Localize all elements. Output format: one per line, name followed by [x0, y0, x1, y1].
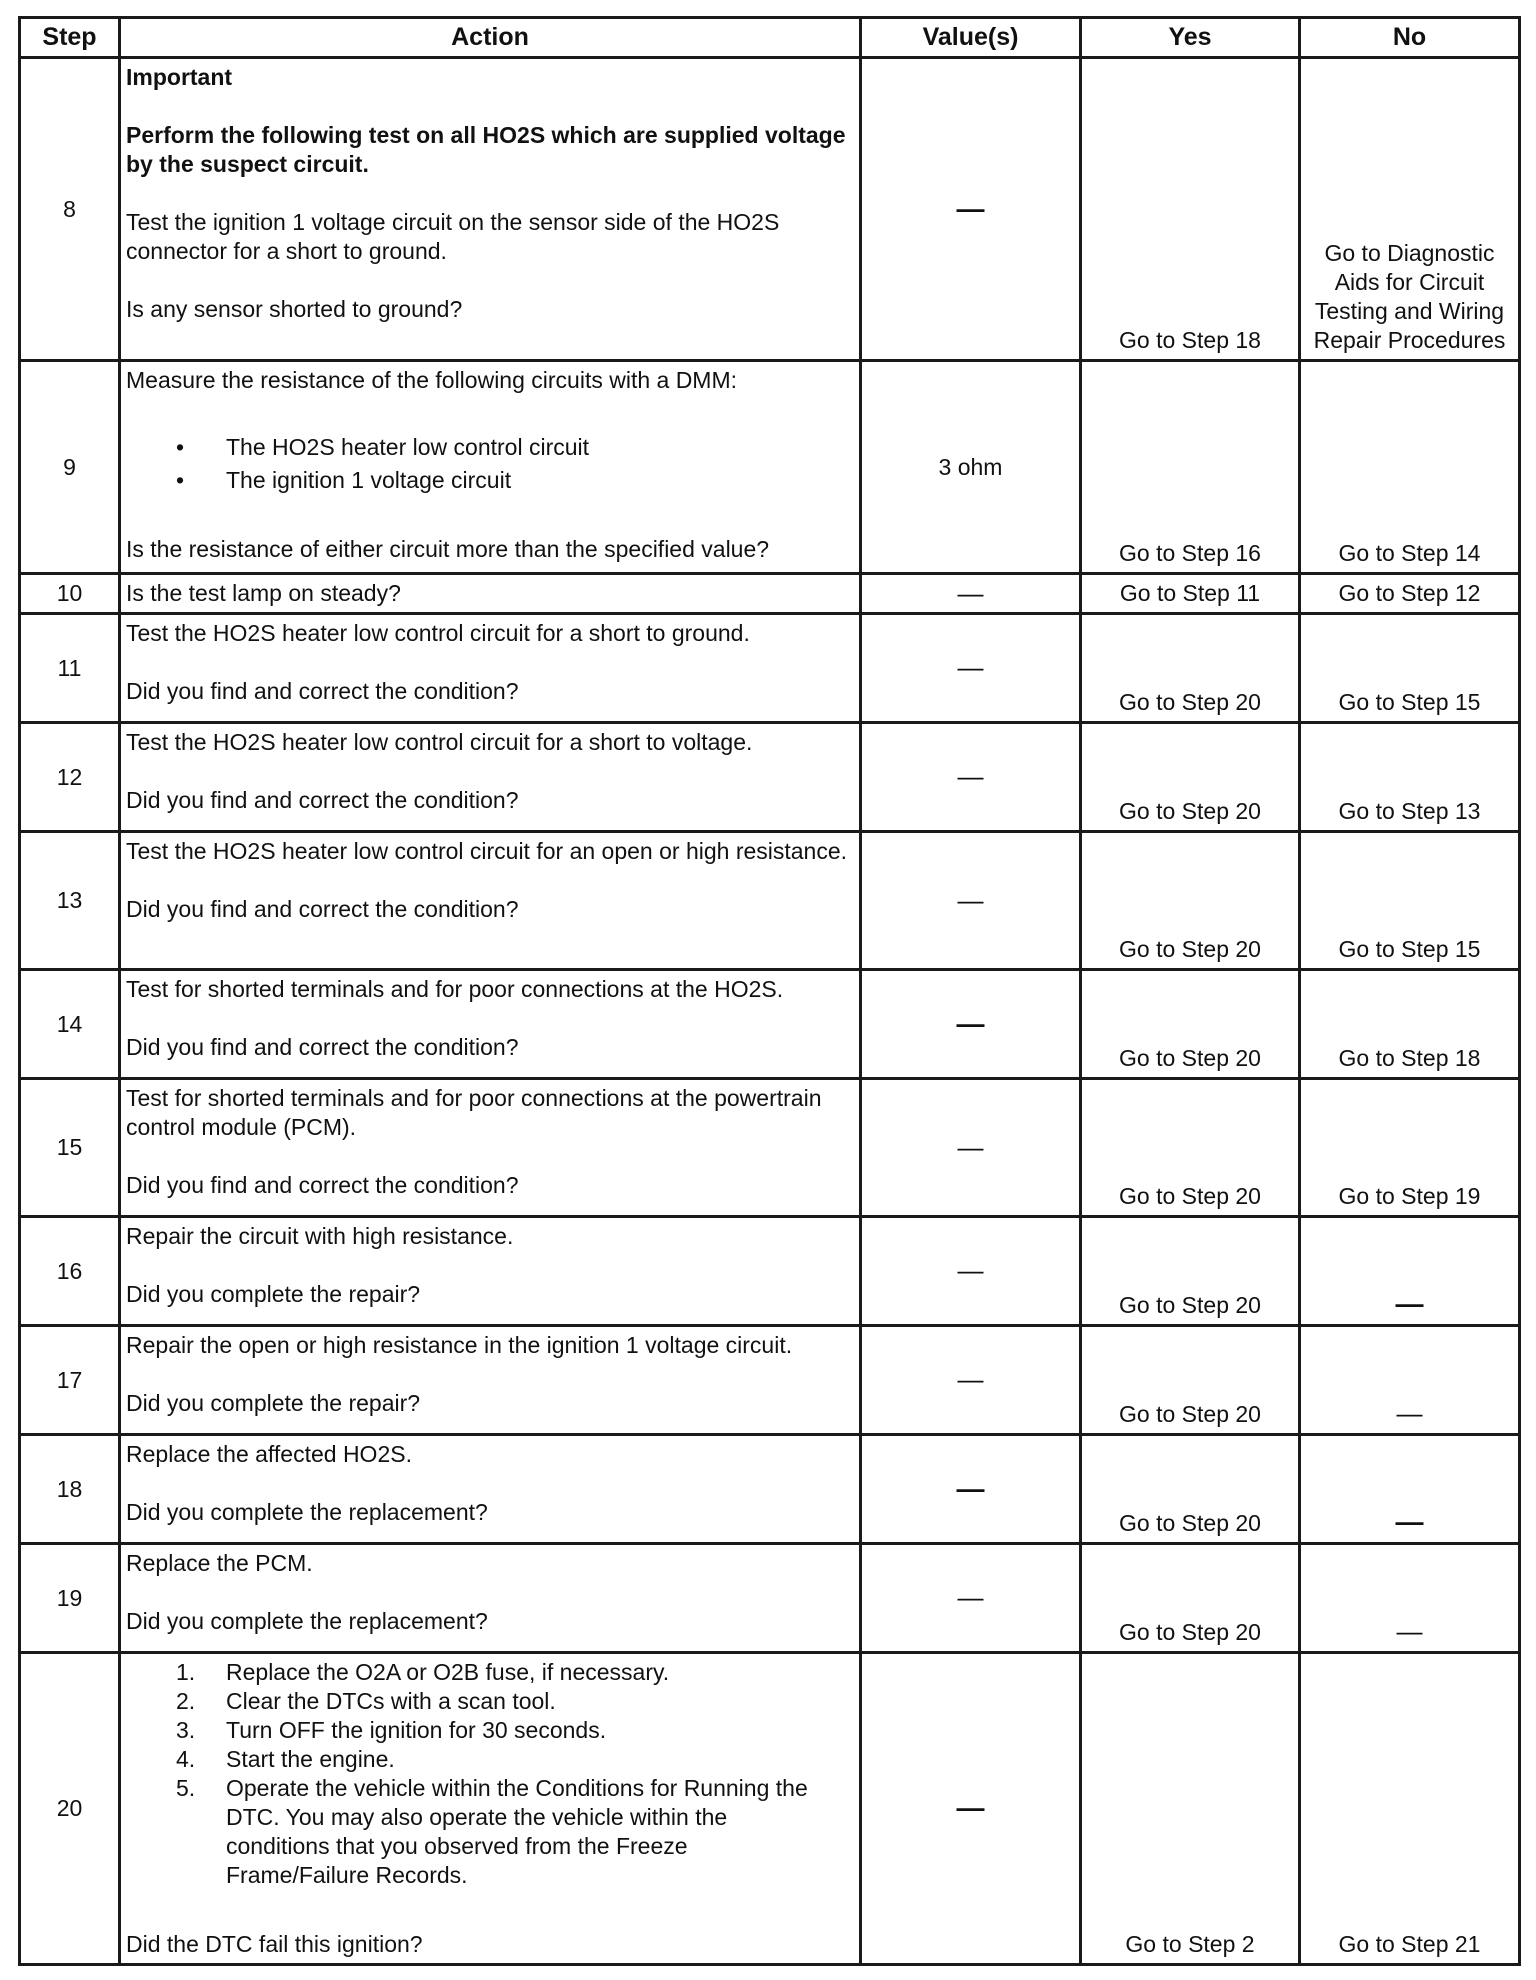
value-cell [861, 1653, 1081, 1965]
step-number: 18 [20, 1435, 120, 1544]
no-cell: Go to Step 12 [1300, 574, 1520, 614]
value-cell [861, 832, 1081, 970]
important-label: Important [126, 64, 233, 90]
list-item: 1. Replace the O2A or O2B fuse, if necessary. [176, 1659, 670, 1685]
table-row-step-9 [20, 361, 1520, 574]
dash-mark: — [956, 1792, 985, 1823]
list-item: 2. Clear the DTCs with a scan tool. [176, 1688, 556, 1714]
step-number: 12 [20, 723, 120, 832]
action-text: Repair the open or high resistance in the ignition 1 voltage circuit. [126, 1332, 793, 1358]
action-cell [120, 574, 861, 614]
action-text: Replace the PCM. [126, 1550, 313, 1576]
bullet-mark: • [176, 434, 185, 460]
action-cell [120, 1653, 861, 1965]
yes-cell: Go to Step 2 [1081, 1653, 1300, 1965]
numbered-list [126, 1658, 853, 1890]
step-number: 17 [20, 1326, 120, 1435]
list-item: • The HO2S heater low control circuit [126, 431, 853, 464]
question-text: Did you find and correct the condition? [126, 1034, 519, 1060]
value-cell: 3 ohm [861, 361, 1081, 574]
yes-cell: Go to Step 20 [1081, 1326, 1300, 1435]
dash-mark: — [957, 1582, 984, 1612]
step-number: 15 [20, 1079, 120, 1217]
dash-mark: — [957, 1255, 984, 1285]
dash-mark: — [1395, 1506, 1424, 1537]
value-cell [861, 574, 1081, 614]
important-text: Perform the following test on all HO2S which are supplied voltage by the suspect circuit. [126, 122, 846, 177]
yes-cell: Go to Step 18 [1081, 58, 1300, 361]
dash-mark: — [956, 1007, 985, 1039]
value-cell [861, 1435, 1081, 1544]
action-text: Replace the affected HO2S. [126, 1441, 412, 1467]
step-number: 13 [20, 832, 120, 970]
no-cell: Go to Diagnostic Aids for Circuit Testing and Wiring Repair Procedures [1300, 58, 1520, 361]
action-text: Test for shorted terminals and for poor connections at the HO2S. [126, 976, 784, 1002]
step-number: 10 [20, 574, 120, 614]
value-cell [861, 1217, 1081, 1326]
action-cell [120, 1544, 861, 1653]
header-no: No [1300, 18, 1520, 58]
question-text: Did you complete the repair? [126, 1281, 421, 1307]
no-cell [1300, 1544, 1520, 1653]
table-row-step-13 [20, 832, 1520, 970]
list-item: 5. Operate the vehicle within the Conditions for Running the DTC. You may also operate the vehicle within the conditions that you observed from the Freeze Frame/Failure Records. [176, 1775, 808, 1888]
table-row-step-20 [20, 1653, 1520, 1965]
no-cell: Go to Step 15 [1300, 832, 1520, 970]
bullet-list [126, 431, 853, 497]
action-text: Test for shorted terminals and for poor connections at the powertrain control module (PCM). [126, 1085, 822, 1140]
dash-mark: — [957, 577, 984, 608]
dash-mark: — [957, 1131, 984, 1162]
bullet-mark: • [176, 467, 185, 493]
question-text: Did the DTC fail this ignition? [126, 1931, 423, 1957]
dash-mark: — [957, 761, 984, 791]
yes-cell: Go to Step 20 [1081, 614, 1300, 723]
question-text: Is any sensor shorted to ground? [126, 296, 463, 322]
list-item: • The ignition 1 voltage circuit [126, 464, 853, 497]
step-number: 11 [20, 614, 120, 723]
no-cell [1300, 1326, 1520, 1435]
value-cell [861, 58, 1081, 361]
action-text: Repair the circuit with high resistance. [126, 1223, 514, 1249]
action-cell [120, 614, 861, 723]
question-text: Did you complete the replacement? [126, 1608, 488, 1634]
table-row-step-14 [20, 970, 1520, 1079]
yes-cell: Go to Step 16 [1081, 361, 1300, 574]
action-cell [120, 1079, 861, 1217]
yes-cell: Go to Step 20 [1081, 1217, 1300, 1326]
dash-mark: — [957, 884, 984, 915]
dash-mark: — [1395, 1288, 1424, 1319]
yes-cell: Go to Step 20 [1081, 1435, 1300, 1544]
action-cell [120, 970, 861, 1079]
action-text: Measure the resistance of the following circuits with a DMM: [126, 367, 738, 393]
diagnostic-step-table [18, 16, 1521, 1966]
question-text: Did you find and correct the condition? [126, 787, 519, 813]
table-row-step-15 [20, 1079, 1520, 1217]
action-cell [120, 58, 861, 361]
dash-mark: — [1396, 1398, 1423, 1428]
action-text: Test the ignition 1 voltage circuit on the sensor side of the HO2S connector for a short to ground. [126, 209, 780, 264]
header-yes: Yes [1081, 18, 1300, 58]
step-number: 20 [20, 1653, 120, 1965]
value-cell [861, 1544, 1081, 1653]
list-item: 3. Turn OFF the ignition for 30 seconds. [176, 1717, 607, 1743]
yes-cell: Go to Step 20 [1081, 832, 1300, 970]
header-values: Value(s) [861, 18, 1081, 58]
list-item: 4. Start the engine. [176, 1746, 395, 1772]
action-cell [120, 1326, 861, 1435]
no-cell: Go to Step 13 [1300, 723, 1520, 832]
action-cell [120, 832, 861, 970]
table-row-step-8 [20, 58, 1520, 361]
value-cell [861, 614, 1081, 723]
table-row-step-17 [20, 1326, 1520, 1435]
dash-mark: — [957, 652, 984, 682]
no-cell [1300, 1435, 1520, 1544]
action-cell [120, 723, 861, 832]
dash-mark: — [957, 1364, 984, 1394]
value-cell [861, 970, 1081, 1079]
step-number: 9 [20, 361, 120, 574]
value-cell [861, 1326, 1081, 1435]
dash-mark: — [956, 1472, 985, 1504]
header-row [20, 18, 1520, 58]
action-text: Test the HO2S heater low control circuit for a short to ground. [126, 620, 750, 646]
no-cell [1300, 1217, 1520, 1326]
question-text: Is the test lamp on steady? [126, 580, 401, 606]
action-text: Test the HO2S heater low control circuit for a short to voltage. [126, 729, 753, 755]
dash-mark: — [956, 192, 985, 224]
action-text: Test the HO2S heater low control circuit for an open or high resistance. [126, 838, 848, 864]
table-row-step-11 [20, 614, 1520, 723]
question-text: Did you complete the replacement? [126, 1499, 488, 1525]
step-number: 8 [20, 58, 120, 361]
header-step: Step [20, 18, 120, 58]
question-text: Is the resistance of either circuit more than the specified value? [126, 536, 770, 562]
table-row-step-12 [20, 723, 1520, 832]
no-cell: Go to Step 21 [1300, 1653, 1520, 1965]
action-cell [120, 1217, 861, 1326]
yes-cell: Go to Step 20 [1081, 970, 1300, 1079]
step-number: 16 [20, 1217, 120, 1326]
no-cell: Go to Step 18 [1300, 970, 1520, 1079]
yes-cell: Go to Step 11 [1081, 574, 1300, 614]
yes-cell: Go to Step 20 [1081, 723, 1300, 832]
value-cell [861, 1079, 1081, 1217]
no-cell: Go to Step 14 [1300, 361, 1520, 574]
diagnostic-table-document [18, 16, 1518, 1966]
action-cell [120, 361, 861, 574]
question-text: Did you find and correct the condition? [126, 678, 519, 704]
table-row-step-18 [20, 1435, 1520, 1544]
dash-mark: — [1396, 1616, 1423, 1646]
yes-cell: Go to Step 20 [1081, 1544, 1300, 1653]
question-text: Did you find and correct the condition? [126, 1172, 519, 1198]
no-cell: Go to Step 15 [1300, 614, 1520, 723]
table-row-step-16 [20, 1217, 1520, 1326]
value-cell [861, 723, 1081, 832]
question-text: Did you complete the repair? [126, 1390, 421, 1416]
yes-cell: Go to Step 20 [1081, 1079, 1300, 1217]
header-action: Action [120, 18, 861, 58]
table-row-step-10 [20, 574, 1520, 614]
step-number: 19 [20, 1544, 120, 1653]
action-cell [120, 1435, 861, 1544]
table-row-step-19 [20, 1544, 1520, 1653]
question-text: Did you find and correct the condition? [126, 896, 519, 922]
no-cell: Go to Step 19 [1300, 1079, 1520, 1217]
step-number: 14 [20, 970, 120, 1079]
